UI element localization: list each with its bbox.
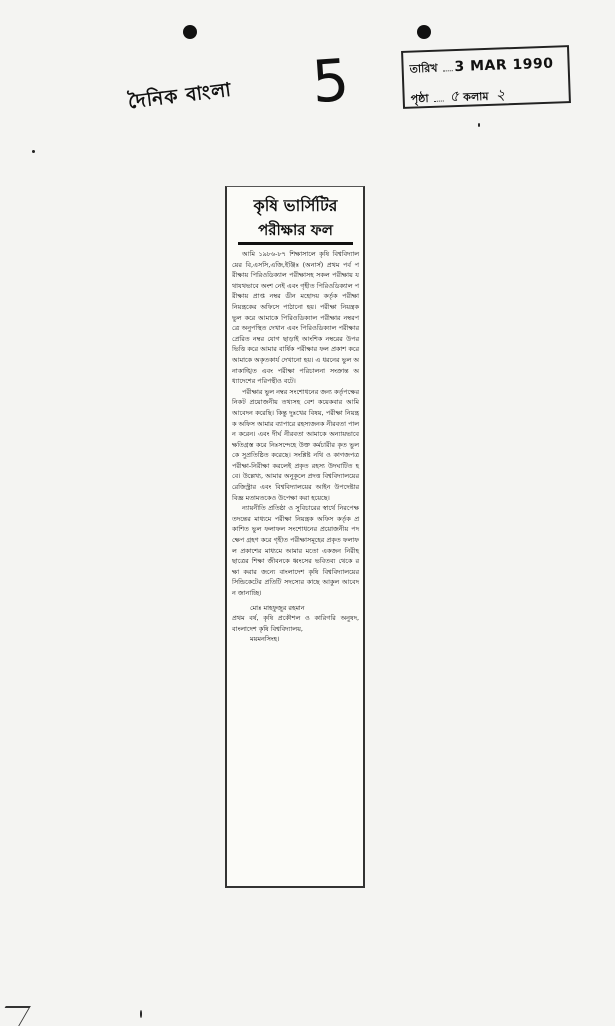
stamp-date-label: তারিখ	[409, 61, 438, 76]
article-paragraph-3: ন্যায়নীতি প্রতিষ্ঠা ও সুবিচারের স্বার্থে নিরপেক্ষ তদন্তের মাধ্যমে পরীক্ষা নিয়ন্ত্রক অফিস কর্তৃক প্রকাশিত ভুল ফলাফল সংশোধনের প্রয়োজনীয় পদক্ষেপ গ্রহণ করে গৃহীত পরীক্ষাসমূহের প্রকৃত ফলাফল প্রকাশের মাধ্যমে আমার মতো একজন নিরীহ ছাত্রের শিক্ষা জীবনকে ধ্বংসের ভবিতব্য থেকে রক্ষা করার জন্যে বাংলাদেশ কৃষি বিশ্ববিদ্যালয়ের সিন্ডিকেটের প্রতিটি সদস্যের কাছে আকুল আবেদন জানাচ্ছি।	[232, 504, 359, 597]
stamp-column-label: কলাম	[463, 89, 489, 104]
corner-fold-mark	[0, 1006, 31, 1026]
signature-details: প্রথম বর্ষ, কৃষি প্রকৌশল ও কারিগরি অনুষদ, বাংলাদেশ কৃষি বিশ্ববিদ্যালয়,	[232, 614, 359, 633]
punch-hole-right	[417, 25, 431, 39]
signature-name: মোঃ মাহফুজুর রহমান	[250, 603, 305, 612]
newspaper-name-handwritten: দৈনিক বাংলা	[126, 78, 233, 114]
headline-line-2: পরীক্ষার ফল	[238, 219, 353, 245]
handwritten-page-number: 5	[309, 45, 352, 117]
date-stamp	[401, 45, 571, 109]
speck-mark	[32, 150, 35, 153]
stamp-page-label: পৃষ্ঠা	[410, 92, 429, 106]
article-paragraph-1: আমি ১৯৮৬-৮৭ শিক্ষাসালে কৃষি বিশ্ববিদ্যালয়ের বি,এসসি,এজি,ইঞ্জিঃ (অনার্স) প্রথম পর্ব পরীক্ষায় পিরিওডিক্যাল পরীক্ষাসহ সকল পরীক্ষায় যথাযথভাবে অংশ নেই এবং গৃহীত পিরিওডিক্যাল পরীক্ষায় প্রাপ্ত নম্বর ডীন মহোদয় কর্তৃক পরীক্ষা নিয়ন্ত্রকের অফিসে পাঠানো হয়। পরীক্ষা নিয়ন্ত্রক ভুল করে আমাকে পিরিওডিক্যাল পরীক্ষার নম্বরপত্রে অনুপস্থিত দেখান এবং পিরিওডিক্যাল পরীক্ষার প্রেরিত নম্বর যোগ ছাড়াই আংশিক নম্বরের উপর ভিত্তি করে আমার বার্ষিক পরীক্ষার ফল প্রকাশ করে আমাকে অকৃতকার্য দেখানো হয়। এ ধরনের ভুল অনাকাঙ্খিত এবং পরীক্ষা পরিচালনা সংক্রান্ত অধ্যাদেশের পরিপন্থীও বটে।	[232, 250, 359, 386]
stamp-page-value: ৫	[449, 86, 460, 106]
stamp-page-row	[410, 81, 565, 111]
speck-mark	[140, 1010, 142, 1018]
signature-block	[232, 603, 359, 645]
headline-line-1: কৃষি ভার্সিটির	[253, 196, 338, 215]
punch-hole-left	[183, 25, 197, 39]
stamp-date-row	[409, 55, 564, 79]
stamp-column-value: ২	[495, 85, 506, 104]
article-body	[232, 249, 359, 599]
speck-mark	[478, 123, 480, 127]
signature-place: ময়মনসিংহ।	[250, 635, 280, 644]
newspaper-clipping	[225, 186, 365, 888]
article-paragraph-2: পরীক্ষার ভুল নম্বর সংশোধনের জন্য কর্তৃপক্ষের নিকট প্রয়োজনীয় তথ্যসহ বেশ কয়েকবার আমি আবেদন করেছি। কিন্তু দুঃখের বিষয়, পরীক্ষা নিয়ন্ত্রক অফিস আমার ব্যাপারে রহস্যজনক নীরবতা পালন করেন। এবং দীর্ঘ নীরবতা আমাকে অন্যায়ভাবে ক্ষতিগ্রস্ত করে নিঃসন্দেহে উক্ত কর্মচারীর কৃত ভুলকে সুপ্রতিষ্ঠিত করেছে। সংশ্লিষ্ট নথি ও কাগজপত্র পরীক্ষা-নিরীক্ষা করলেই প্রকৃত রহস্য উদঘাটিত হবে। উল্লেখ্য, আমার অনুকূলে প্রদত্ত বিশ্ববিদ্যালয়ের রেজিস্ট্রার এবং বিশ্ববিদ্যালয়ের আইন উপদেষ্টার বিজ্ঞ মতামতকেও উপেক্ষা করা হয়েছে।	[232, 387, 360, 502]
stamp-date-value: 3 MAR 1990	[454, 55, 554, 76]
